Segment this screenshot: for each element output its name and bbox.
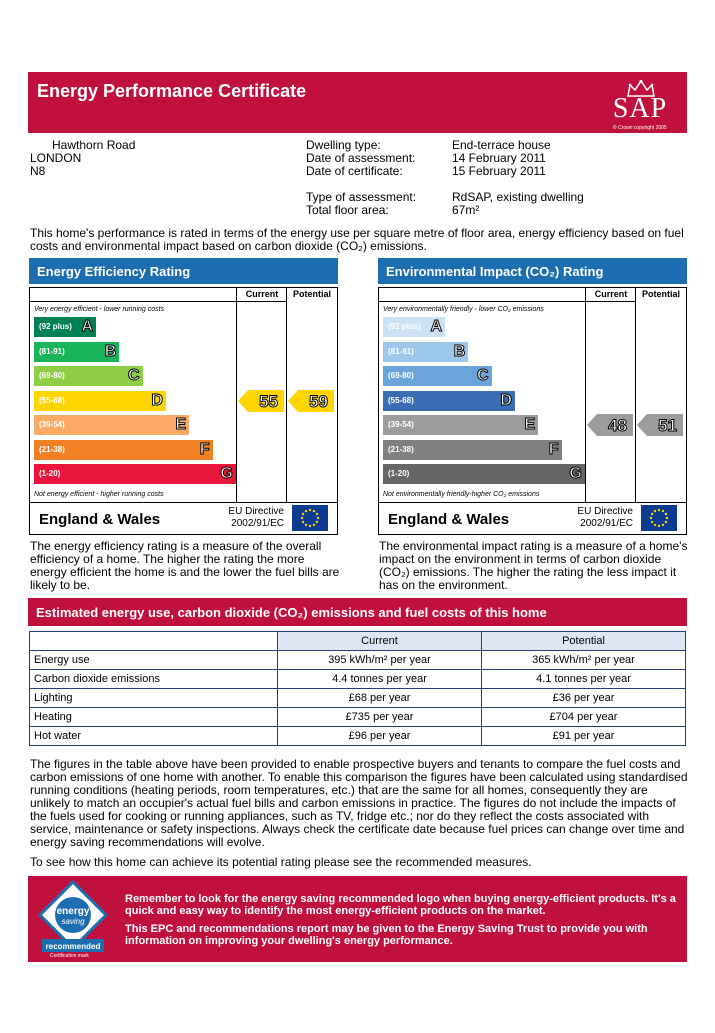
dwelling-type-label: Dwelling type: — [306, 138, 381, 152]
eu-star — [665, 513, 667, 515]
row-label: Heating — [30, 708, 278, 727]
rating-band-b — [34, 342, 119, 362]
table-row — [30, 727, 686, 746]
band-range: (1-20) — [388, 469, 410, 478]
rating-band-e — [383, 415, 538, 435]
rating-band-c — [383, 366, 492, 386]
band-range: (21-38) — [388, 444, 414, 454]
potential-value: £36 per year — [482, 689, 686, 708]
eu-star — [313, 524, 315, 526]
eu-star — [309, 509, 311, 511]
eu-directive — [226, 506, 284, 530]
eu-flag-icon — [292, 505, 328, 531]
band-range: (81-91) — [388, 346, 414, 356]
sap-copyright: © Crown copyright 2005 — [613, 125, 667, 131]
band-letter: A — [81, 318, 93, 335]
current-value: £735 per year — [278, 708, 482, 727]
potential-column-header: Potential — [482, 632, 686, 651]
assessment-date-value: 14 February 2011 — [452, 151, 546, 165]
band-range: (69-80) — [388, 371, 414, 380]
band-letter: G — [569, 465, 582, 482]
costs-table — [29, 631, 686, 746]
energy-panel-title: Energy Efficiency Rating — [29, 258, 338, 284]
band-letter: E — [175, 416, 187, 433]
current-column-header: Current — [594, 289, 628, 299]
column-divider — [635, 288, 636, 503]
eu-star — [317, 517, 319, 519]
band-letter: B — [104, 342, 117, 360]
sap-logo — [601, 79, 679, 131]
band-range: (39-54) — [39, 420, 65, 429]
eu-directive — [575, 506, 633, 530]
intro-text: This home's performance is rated in terms of the energy use per square metre of floor area, energy efficiency based on fuel costs and environmental impact based on carbon dioxide (CO₂) emissions. — [30, 226, 684, 253]
certificate-header — [28, 72, 687, 133]
env-rating-description: The environmental impact rating is a measure of a home's impact on the environment in terms of carbon dioxide (CO₂) emissions. The higher the rating the less impact it has on the environment. — [379, 539, 688, 592]
band-letter: F — [548, 440, 559, 458]
footer-divider — [379, 502, 686, 503]
current-value: £96 per year — [278, 727, 482, 746]
rating-band-e — [34, 415, 189, 435]
address-line3: N8 — [30, 164, 46, 178]
eu-directive-line2: 2002/91/EC — [580, 518, 633, 529]
footer-text-2: This EPC and recommendations report may be given to the Energy Saving Trust to provide you with information on improving your dwelling's energy performance. — [125, 923, 648, 947]
rating-band-f — [383, 440, 562, 460]
certification-mark: Certification mark — [50, 953, 89, 959]
page-title: Energy Performance Certificate — [37, 81, 307, 101]
env-panel-title: Environmental Impact (CO₂) Rating — [378, 258, 687, 284]
band-range: (39-54) — [388, 420, 414, 429]
rating-band-g — [383, 464, 585, 484]
eu-directive-line2: 2002/91/EC — [231, 518, 284, 529]
logo-text-recommended: recommended — [45, 942, 101, 951]
potential-value: 365 kWh/m² per year — [482, 651, 686, 670]
recommended-measures-text: To see how this home can achieve its potential rating please see the recommended measures. — [30, 855, 532, 869]
potential-column-header: Potential — [292, 289, 331, 299]
current-value: 395 kWh/m² per year — [278, 651, 482, 670]
top-note: Very energy efficient - lower running costs — [34, 306, 165, 313]
assessment-type-value: RdSAP, existing dwelling — [452, 190, 584, 204]
eu-star — [309, 525, 311, 527]
potential-rating-arrow — [637, 414, 683, 436]
potential-rating-value: 59 — [309, 391, 328, 411]
rating-band-f — [34, 440, 213, 460]
eu-star — [651, 513, 653, 515]
band-letter: C — [128, 367, 140, 384]
eu-directive-line1: EU Directive — [228, 506, 284, 517]
eu-star — [316, 513, 318, 515]
row-label: Hot water — [30, 727, 278, 746]
column-divider — [286, 288, 287, 503]
eu-star — [301, 517, 303, 519]
band-range: (81-91) — [39, 346, 65, 356]
eu-flag-icon — [641, 505, 677, 531]
eu-star — [654, 524, 656, 526]
eu-star — [651, 521, 653, 523]
potential-value: £91 per year — [482, 727, 686, 746]
eu-star — [305, 524, 307, 526]
env-rating-frame — [378, 287, 687, 535]
floor-area-label: Total floor area: — [306, 203, 389, 217]
eu-star — [658, 525, 660, 527]
rating-band-c — [34, 366, 143, 386]
footer-text-1: Remember to look for the energy saving recommended logo when buying energy-efficient products. It's a quick and easy way to identify the most energy-efficient products on the market. — [125, 893, 676, 917]
logo-text-energy: energy — [56, 906, 90, 917]
eu-star — [302, 521, 304, 523]
eu-star — [662, 524, 664, 526]
current-rating-value: 48 — [608, 416, 627, 435]
eu-star — [302, 513, 304, 515]
eu-star — [658, 509, 660, 511]
region-label: England & Wales — [388, 511, 510, 528]
assessment-date-label: Date of assessment: — [306, 151, 416, 165]
potential-value: 4.1 tonnes per year — [482, 670, 686, 689]
potential-column-header: Potential — [641, 289, 680, 299]
band-letter: C — [477, 367, 489, 384]
eu-star — [654, 510, 656, 512]
address-line1: Hawthorn Road — [52, 138, 136, 152]
address-line2: LONDON — [30, 151, 82, 165]
rating-band-a — [34, 317, 96, 337]
eu-star — [662, 510, 664, 512]
row-label: Carbon dioxide emissions — [30, 670, 278, 689]
rating-band-d — [34, 391, 166, 411]
band-range: (55-68) — [388, 395, 414, 405]
header-divider — [379, 301, 636, 302]
table-header-row — [30, 632, 686, 651]
current-column-header: Current — [278, 632, 482, 651]
potential-rating-arrow — [288, 390, 334, 412]
energy-efficiency-panel — [29, 258, 338, 535]
band-range: (55-68) — [39, 395, 65, 405]
table-row — [30, 670, 686, 689]
energy-rating-frame — [29, 287, 338, 535]
eu-star — [666, 517, 668, 519]
table-row — [30, 651, 686, 670]
column-divider — [236, 288, 237, 503]
explanation-text: The figures in the table above have been provided to enable prospective buyers and tenants to compare the fuel costs and carbon emissions of one home with another. To enable this comparison the figures have been calculated using standardised running conditions (heating periods, room temperatures, etc.) that are the same for all homes, consequently they are unlikely to match an occupier's actual fuel bills and carbon emissions in practice. The figures do not include the impacts of the fuels used for cooking or running appliances, such as TV, fridge etc.; nor do they reflect the costs associated with service, maintenance or safety inspections. Always check the certificate date because fuel prices can change over time and energy saving recommendations will evolve. — [30, 757, 688, 849]
footer-divider — [30, 502, 337, 503]
assessment-type-label: Type of assessment: — [306, 190, 417, 204]
current-column-header: Current — [245, 289, 279, 299]
band-range: (92 plus) — [388, 322, 421, 331]
eu-star — [313, 510, 315, 512]
energy-saving-recommended-logo — [34, 879, 112, 961]
rating-band-b — [383, 342, 468, 362]
environmental-impact-panel — [378, 258, 687, 535]
eu-directive-line1: EU Directive — [577, 506, 633, 517]
sap-logo-text: SAP — [612, 93, 668, 124]
band-letter: B — [453, 342, 466, 360]
region-label: England & Wales — [39, 511, 161, 528]
floor-area-value: 67m² — [452, 203, 480, 217]
eu-star — [650, 517, 652, 519]
header-divider — [30, 301, 287, 302]
rating-band-d — [383, 391, 515, 411]
current-rating-arrow — [587, 414, 633, 436]
empty-header-cell — [30, 632, 278, 651]
dwelling-type-value: End-terrace house — [452, 138, 551, 152]
top-note: Very environmentally friendly - lower CO₂ emissions — [383, 306, 544, 313]
band-letter: F — [199, 440, 210, 458]
band-range: (21-38) — [39, 444, 65, 454]
table-row — [30, 689, 686, 708]
bottom-note: Not environmentally friendly-higher CO₂ emissions — [383, 491, 540, 498]
column-divider — [585, 288, 586, 503]
certificate-date-label: Date of certificate: — [306, 164, 403, 178]
band-range: (69-80) — [39, 371, 65, 380]
certificate-date-value: 15 February 2011 — [452, 164, 546, 178]
rating-band-a — [383, 317, 445, 337]
band-letter: D — [500, 391, 512, 409]
current-value: £68 per year — [278, 689, 482, 708]
eu-star — [665, 521, 667, 523]
bottom-note: Not energy efficient - higher running costs — [34, 491, 164, 498]
costs-section-title: Estimated energy use, carbon dioxide (CO₂) emissions and fuel costs of this home — [28, 598, 687, 626]
eu-star — [305, 510, 307, 512]
current-rating-value: 55 — [259, 391, 278, 411]
band-range: (92 plus) — [39, 322, 72, 331]
band-letter: D — [151, 391, 163, 409]
band-range: (1-20) — [39, 469, 61, 478]
row-label: Energy use — [30, 651, 278, 670]
logo-text-saving: saving — [61, 917, 85, 926]
eu-star — [316, 521, 318, 523]
table-row — [30, 708, 686, 727]
band-letter: G — [220, 465, 233, 482]
current-value: 4.4 tonnes per year — [278, 670, 482, 689]
rating-band-g — [34, 464, 236, 484]
energy-saving-footer — [28, 876, 687, 962]
potential-rating-value: 51 — [658, 416, 677, 435]
row-label: Lighting — [30, 689, 278, 708]
band-letter: A — [430, 318, 442, 335]
current-rating-arrow — [238, 390, 284, 412]
potential-value: £704 per year — [482, 708, 686, 727]
band-letter: E — [524, 416, 536, 433]
energy-rating-description: The energy efficiency rating is a measure of the overall efficiency of a home. The higher the rating the more energy efficient the home is and the lower the fuel bills are likely to be. — [30, 539, 340, 592]
